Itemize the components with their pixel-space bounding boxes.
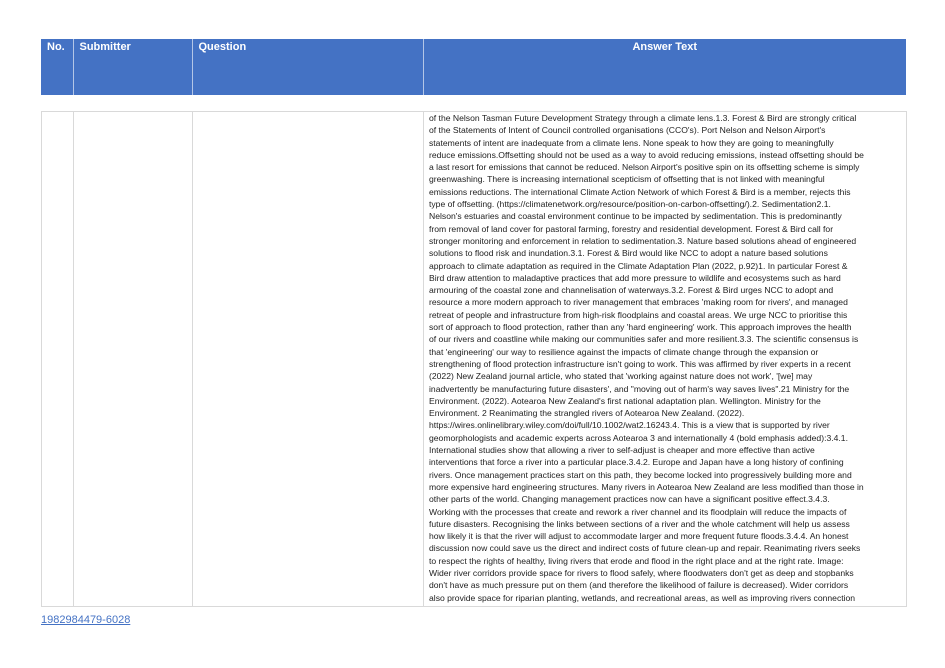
answer-line: Environment. 2 Reanimating the strangled rivers of Aotearoa New Zealand. (2022). bbox=[429, 408, 745, 419]
answer-line: also provide space for riparian planting, wetlands, and recreational areas, as well as improving rivers connection bbox=[429, 592, 856, 603]
answer-line: Wider river corridors provide space for rivers to flood safely, where floodwaters don't get as deep and stopbanks bbox=[429, 567, 854, 578]
answer-line: discussion now could save us the direct and indirect costs of future clean-up and repair. Reanimating rivers seeks bbox=[429, 543, 861, 554]
answer-table bbox=[41, 111, 907, 607]
answer-line: reduce emissions.Offsetting should not be used as a way to avoid reducing emissions, instead offsetting should be bbox=[429, 149, 864, 160]
submission-id-link[interactable]: 1982984479-6028 bbox=[41, 614, 131, 626]
header-table bbox=[41, 39, 906, 95]
answer-line: https://wires.onlinelibrary.wiley.com/doi/full/10.1002/wat2.16243.4. This is a view that is supported by river bbox=[429, 420, 830, 431]
answer-line: emissions reductions. The international Climate Action Network of which Forest & Bird is a member, rejects this bbox=[429, 186, 851, 197]
answer-line: statements of intent are inadequate from a climate lens. None speak to how they are going to meaningfully bbox=[429, 137, 834, 148]
answer-line: a last resort for emissions that cannot be reduced. Nelson Airport's positive spin on its offsetting scheme is simply bbox=[429, 162, 860, 173]
answer-line: interventions that force a river into a particular place.3.4.2. Europe and Japan have a long history of confining bbox=[429, 457, 844, 468]
answer-line: Working with the processes that create and rework a river channel and its floodplain will reduce the impacts of bbox=[429, 506, 847, 517]
cell-no bbox=[42, 112, 74, 607]
answer-line: resource a more modern approach to river management that embraces 'making room for rivers', and managed bbox=[429, 297, 848, 308]
answer-line: from removal of land cover for pastoral farming, forestry and residential development. Forest & Bird call for bbox=[429, 223, 834, 234]
answer-line: (2022) New Zealand journal article, who stated that 'working against nature does not work', '[we] may bbox=[429, 371, 813, 382]
answer-line: that 'engineering' our way to resilience against the impacts of climate change through the expansion or bbox=[429, 346, 819, 357]
cell-submitter bbox=[74, 112, 193, 607]
answer-line: greenwashing. There is increasing international scepticism of offsetting that is not linked with meaningful bbox=[429, 174, 825, 185]
answer-line: solutions to flood risk and inundation.3.1. Forest & Bird would like NCC to adopt a nature based solutions bbox=[429, 248, 828, 259]
header-question: Question bbox=[192, 39, 423, 95]
answer-line: strengthening of flood protection infrastructure isn't going to work. This was affirmed by river experts in a recent bbox=[429, 358, 851, 369]
answer-line: future disasters. Recognising the links between sections of a river and the whole catchment will help us assess bbox=[429, 518, 850, 529]
answer-line: don't have as much pressure put on them (and therefore the likelihood of failure is decreased). Wider corridors bbox=[429, 580, 849, 591]
answer-line: geomorphologists and academic experts across Aotearoa 3 and internationally 4 (bold emphasis added):3.4.1. bbox=[429, 432, 848, 443]
answer-line: International studies show that allowing a river to self-adjust is cheaper and more effective than active bbox=[429, 445, 815, 456]
answer-line: inadvertently be manufacturing future disasters', and "moving out of harm's way saves lives".21 Ministry for the bbox=[429, 383, 850, 394]
header-answer-text: Answer Text bbox=[423, 39, 906, 95]
answer-line: armouring of the coastal zone and channelisation of waterways.3.2. Forest & Bird urges NCC to adopt and bbox=[429, 285, 834, 296]
answer-line: retreat of people and infrastructure from high-risk floodplains and coastal areas. We urge NCC to prioritise this bbox=[429, 309, 848, 320]
answer-line: to respect the rights of healthy, living rivers that erode and flood in the right place and at the right rate. Image: bbox=[429, 555, 844, 566]
answer-line: other parts of the world. Changing management practices now can have a significant positive effect.3.4.3. bbox=[429, 494, 830, 505]
cell-question bbox=[193, 112, 424, 607]
answer-line: of the Nelson Tasman Future Development Strategy through a climate lens.1.3. Forest & Bird are strongly critical bbox=[429, 113, 857, 123]
answer-line: rivers. Once management practices start on this path, they become locked into progressively building more and bbox=[429, 469, 852, 480]
answer-text-body bbox=[424, 112, 906, 606]
answer-line: approach to climate adaptation as required in the Climate Adaptation Plan (2022, p.92)1. In particular Forest & bbox=[429, 260, 848, 271]
answer-line: of our rivers and coastline while making our communities safer and more resilient.3.3. The scientific consensus is bbox=[429, 334, 859, 345]
answer-line: Environment. (2022). Aotearoa New Zealand's first national adaptation plan. Wellington. Ministry for the bbox=[429, 395, 821, 406]
cell-answer-text bbox=[424, 112, 907, 607]
answer-line: more expensive hard engineering structures. Many rivers in Aotearoa New Zealand are less modified than those in bbox=[429, 481, 864, 492]
answer-line: type of offsetting. (https://climatenetwork.org/resource/position-on-carbon-offsetting/).2. Sedimentation2.1. bbox=[429, 199, 831, 210]
answer-line: Bird draw attention to maladaptive practices that add more pressure to wildlife and ecosystems such as hard bbox=[429, 272, 841, 283]
answer-line: how likely it is that the river will adjust to accommodate larger and more frequent future floods.3.4.4. An honest bbox=[429, 531, 849, 542]
answer-line: Nelson's estuaries and coastal environment continue to be impacted by sedimentation. This is predominantly bbox=[429, 211, 842, 222]
answer-line: stronger monitoring and enforcement in relation to sedimentation.3. Nature based solutions ahead of engineered bbox=[429, 235, 857, 246]
header-submitter: Submitter bbox=[73, 39, 192, 95]
answer-line: of the Statements of Intent of Council controlled organisations (CCO's). Port Nelson and Nelson Airport's bbox=[429, 125, 826, 136]
header-row bbox=[41, 39, 906, 95]
answer-line: sort of approach to flood protection, rather than any 'hard engineering' work. This approach improves the health bbox=[429, 322, 852, 333]
table-row bbox=[42, 112, 907, 607]
header-no: No. bbox=[41, 39, 73, 95]
